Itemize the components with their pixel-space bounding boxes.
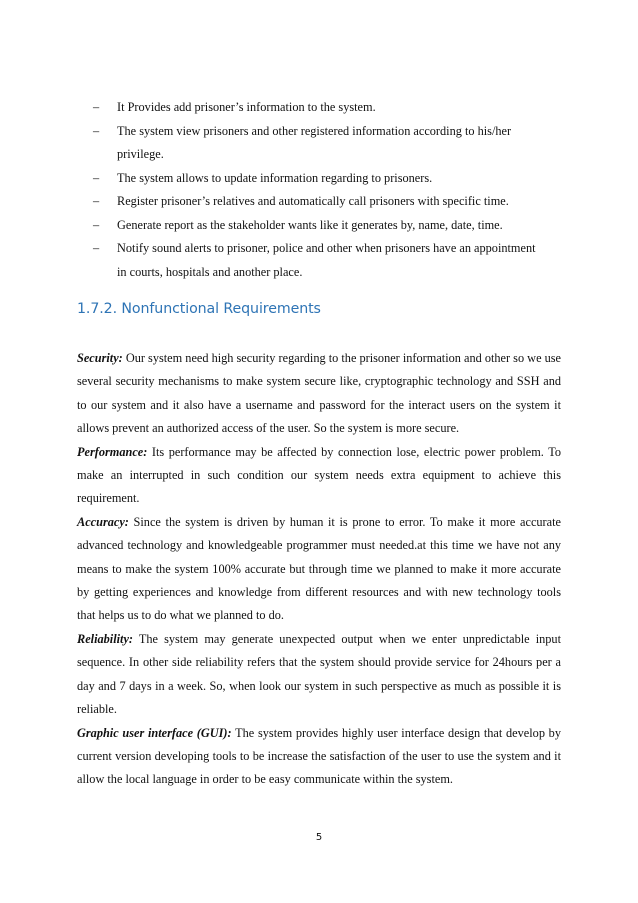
gui-text: The system provides highly user interface design that develop by current version developing tools to be increase the satisfaction of the user to use the system and it allow the local language in order to be easy communicate within the system. [77, 725, 561, 787]
functional-requirements-list [93, 96, 545, 284]
performance-term: Performance: [77, 444, 148, 459]
performance-paragraph [77, 441, 561, 511]
accuracy-term: Accuracy: [77, 514, 129, 529]
security-text: Our system need high security regarding to the prisoner information and other so we use several security mechanisms to make system secure like, cryptographic technology and SSH and to our system and it also have a username and password for the interact users on the system it allows prevent an authorized access of the user. So the system is more secure. [77, 351, 561, 436]
reliability-term: Reliability: [77, 631, 134, 646]
dash-bullet: – [93, 170, 100, 185]
performance-text: Its performance may be affected by connection lose, electric power problem. To make an interrupted in such condition our system needs extra equipment to achieve this requirement. [77, 444, 561, 506]
reliability-paragraph [77, 628, 561, 722]
nonfunctional-requirements-body [77, 347, 561, 792]
security-term: Security: [77, 351, 123, 365]
list-item [93, 167, 545, 191]
list-item [93, 214, 545, 238]
list-item-text: Notify sound alerts to prisoner, police and other when prisoners have an appointment in courts, hospitals and another place. [117, 241, 536, 279]
dash-bullet: – [93, 217, 100, 232]
gui-term: Graphic user interface (GUI): [77, 725, 232, 740]
security-paragraph [77, 347, 561, 441]
list-item-text: The system view prisoners and other registered information according to his/her privilege. [117, 123, 512, 161]
dash-bullet: – [93, 241, 100, 255]
dash-bullet: – [93, 194, 100, 208]
accuracy-text: Since the system is driven by human it is prone to error. To make it more accurate advanced technology and knowledgeable programmer must needed.at this time we have not any means to make the system 100% accurate but through time we planned to make it more accurate by getting experiences and knowledge from different resources and with new technology tools that helps us to do what we planned to do. [77, 514, 561, 623]
dash-bullet: – [93, 123, 100, 138]
list-item-text: The system allows to update information regarding to prisoners. [117, 170, 433, 185]
section-heading: 1.7.2. Nonfunctional Requirements [77, 301, 321, 317]
list-item-text: It Provides add prisoner’s information to the system. [117, 100, 376, 114]
list-item [93, 237, 545, 284]
list-item [93, 120, 545, 167]
dash-bullet: – [93, 100, 100, 114]
list-item [93, 96, 545, 120]
accuracy-paragraph [77, 511, 561, 628]
list-item-text: Generate report as the stakeholder wants like it generates by, name, date, time. [117, 217, 503, 232]
list-item-text: Register prisoner’s relatives and automatically call prisoners with specific time. [117, 194, 509, 208]
list-item [93, 190, 545, 214]
reliability-text: The system may generate unexpected output when we enter unpredictable input sequence. In other side reliability refers that the system should provide service for 24hours per a day and 7 days in a week. So, when look our system in such perspective as much as possible it is reliable. [77, 631, 561, 717]
gui-paragraph [77, 722, 561, 792]
page-number: 5 [315, 832, 323, 843]
